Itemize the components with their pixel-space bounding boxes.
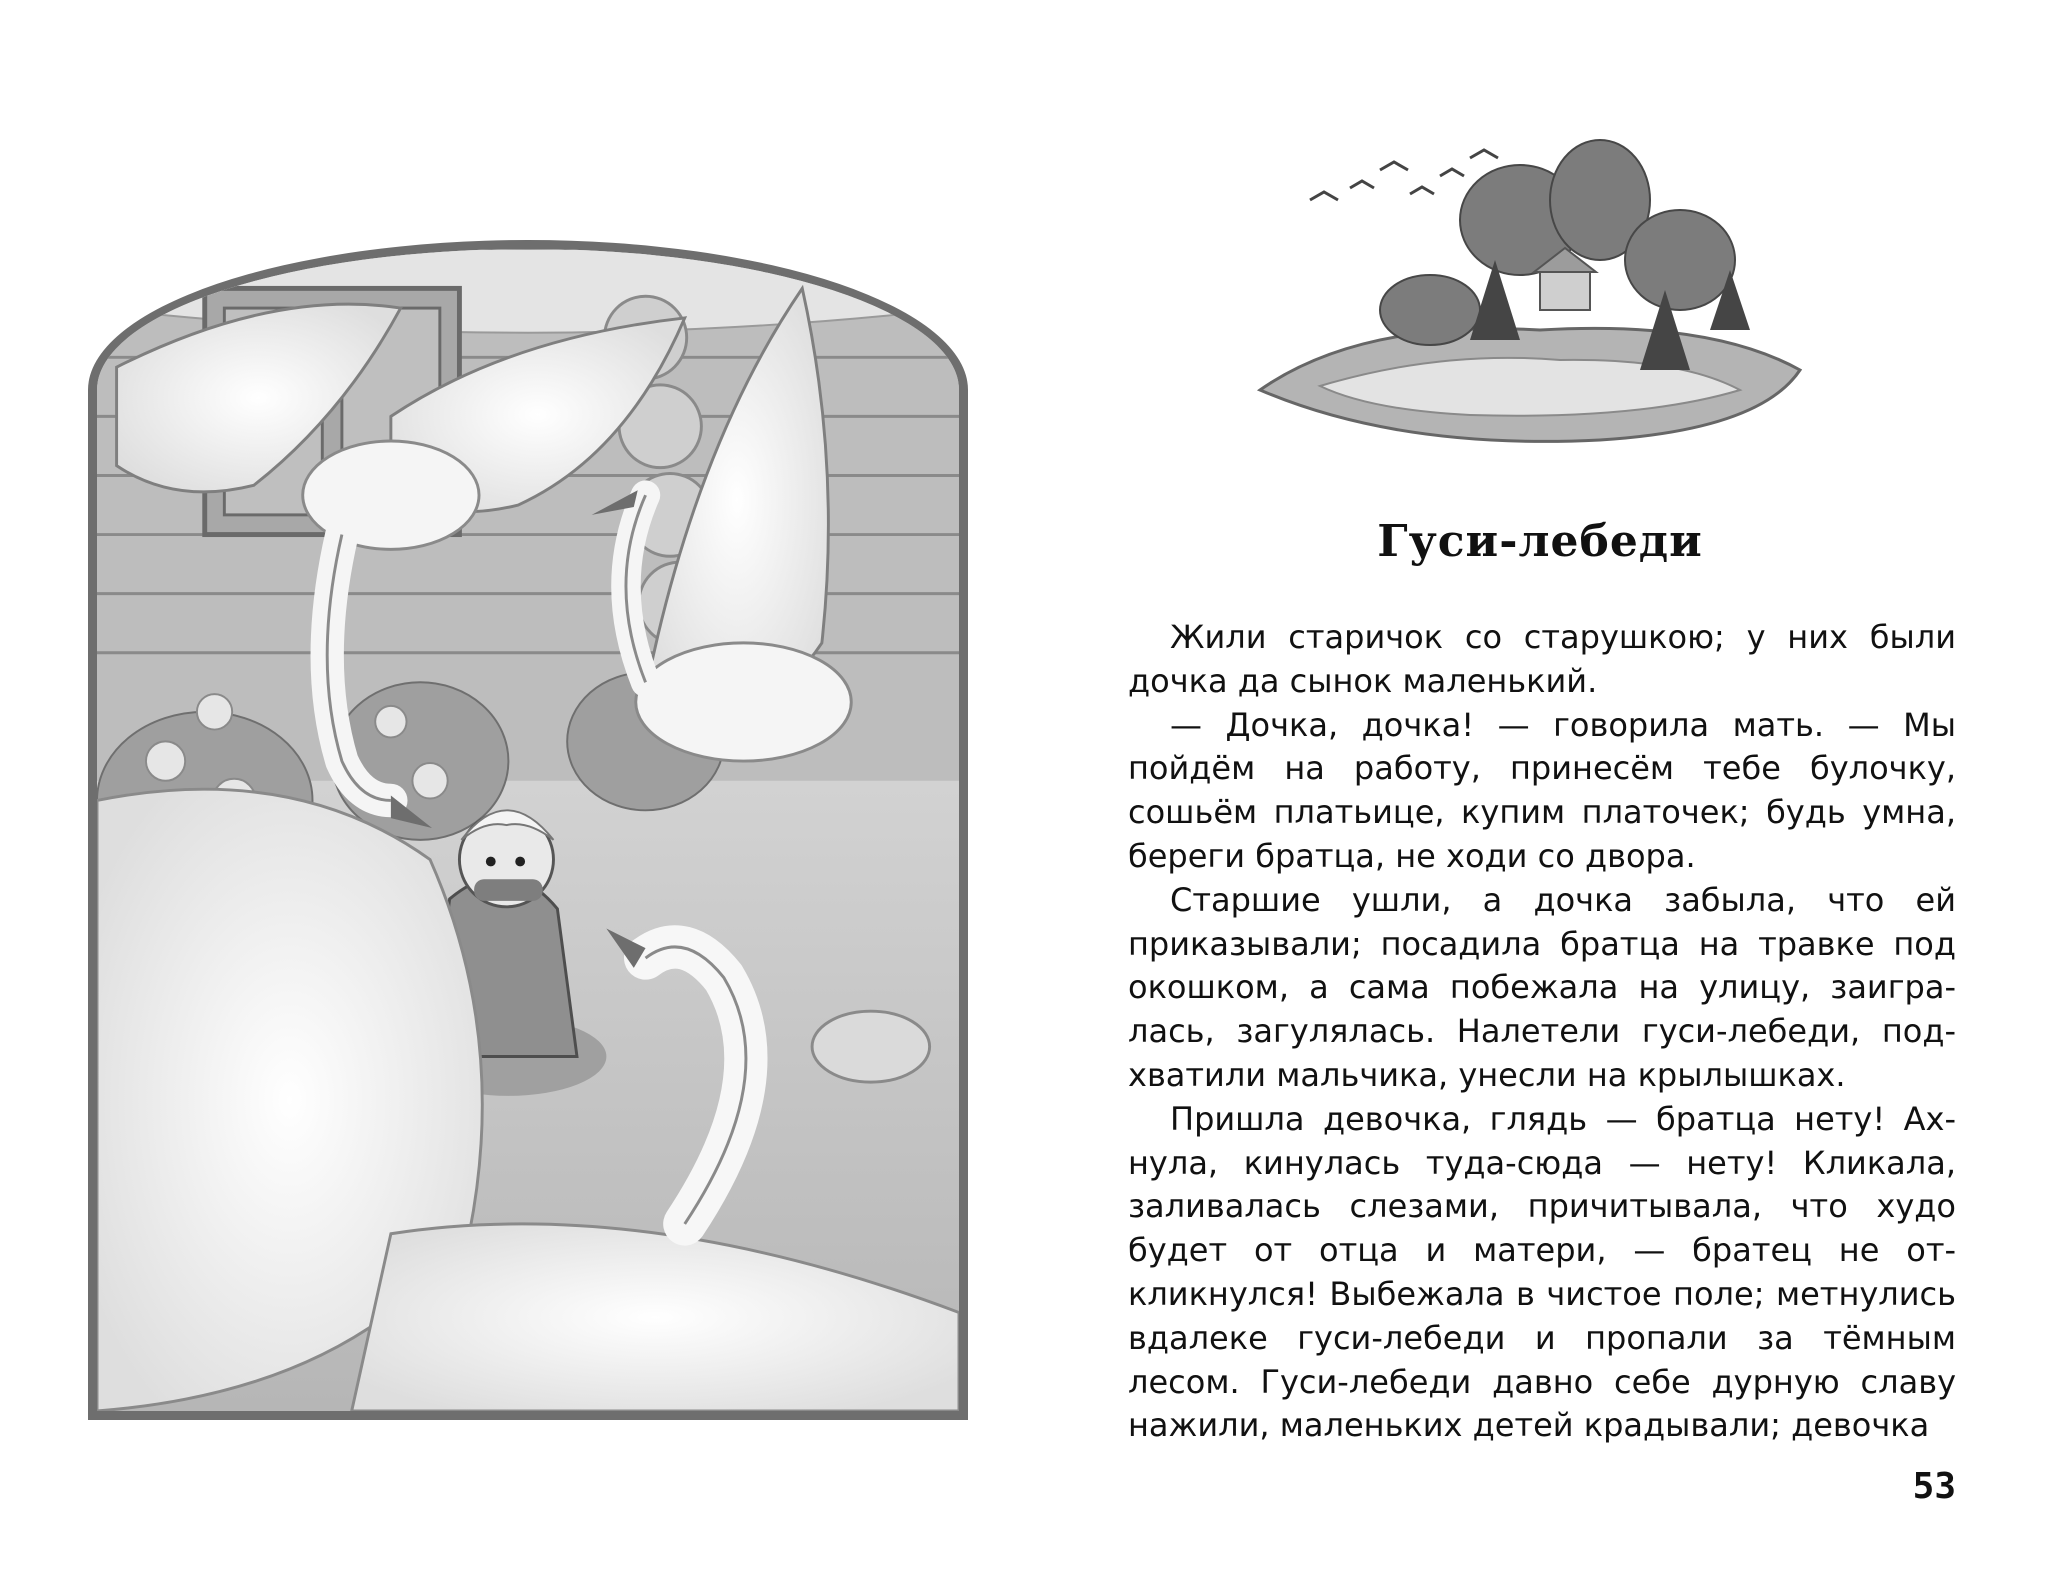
story-title: Гуси-лебеди xyxy=(1377,516,1703,567)
island-landscape-illustration xyxy=(1240,110,1820,490)
paragraph: — Дочка, дочка! — говорила мать. — Мы пойдём на работу, принесём тебе булочку, сошьём платьице, купим платочек; будь умна, береги братца, не ходи со двора. xyxy=(1128,705,1956,875)
paragraph: Жили старичок со старушкою; у них были дочка да сынок маленький. xyxy=(1128,618,1956,700)
paragraph: Старшие ушли, а дочка забыла, что ей приказывали; посадила братца на травке под окошком, а сама побежала на улицу, заигралась, загулялась. Налетели гуси-лебеди, подхватили мальчика, унесли на крылышках. xyxy=(1128,880,1956,1094)
illustration-frame xyxy=(88,240,968,1420)
story-text xyxy=(1128,616,1956,1448)
page-number: 53 xyxy=(1912,1466,1956,1507)
landscape-vignette xyxy=(1240,110,1820,490)
paragraph: Пришла девочка, глядь — братца нету! Ахнула, кинулась туда-сюда — нету! Кликала, заливалась слезами, причитывала, что худо будет от отца и матери, — братец не откликнулся! Выбежала в чистое поле; метнулись вдалеке гуси-лебеди и пропали за тёмным лесом. Гуси-лебеди давно себе дурную славу нажили, маленьких детей крадывали; девочка xyxy=(1128,1099,1956,1445)
swans-illustration xyxy=(97,249,959,1411)
